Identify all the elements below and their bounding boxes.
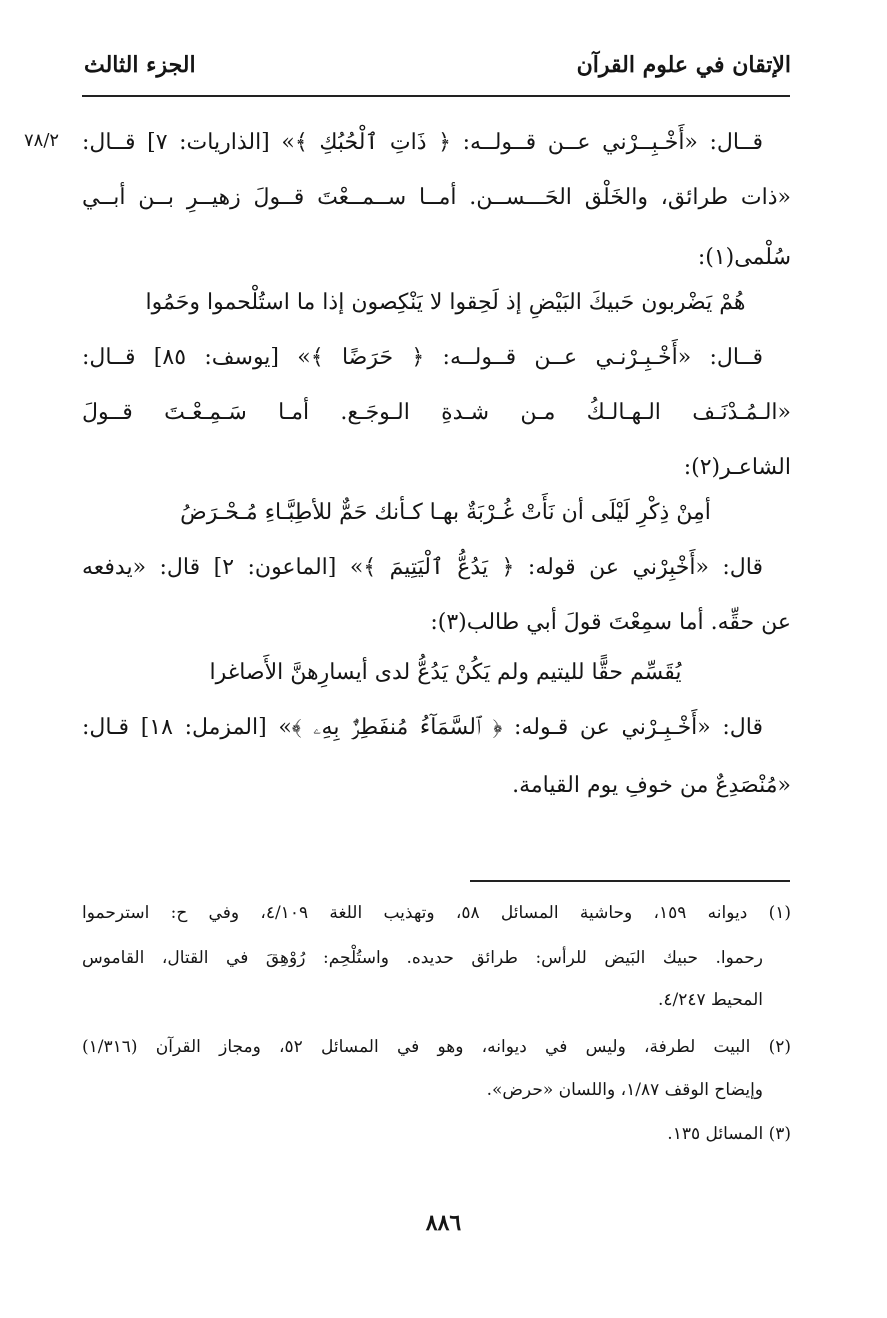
margin-reference: ٧٨/٢	[24, 130, 60, 151]
text-line: «مُنْصَدِعٌ من خوفِ يوم القيامة.	[512, 773, 791, 798]
footnote-line: (١) ديوانه ١٥٩، وحاشية المسائل ٥٨، وتهذيب اللغة ٤/١٠٩، وفي ح: استرحموا	[82, 903, 791, 923]
poem-verse: أمِنْ ذِكْرِ لَيْلَى أن نَأَتْ غُـرْبَةٌ بهـا كـأنك حَمٌّ للأطِبَّـاءِ مُـحْـرَضُ	[180, 500, 711, 525]
text-line: عن حقِّه. أما سمِعْتَ قولَ أبي طالب(٣):	[430, 610, 791, 635]
text-line: «الـمُـدْنَـف الـهـالـكُ مـن شـدةِ الـوجَـع. أمـا سَـمِـعْـتَ قــولَ	[82, 400, 791, 425]
text-line: قال: «أَخْـبِـرْني عن قـوله: ﴿ ٱلسَّمَآءُ مُنفَطِرٌۢ بِهِۦ ﴾» [المزمل: ١٨] قـال:	[82, 715, 764, 740]
header-rule	[82, 95, 790, 97]
running-title: الإتقان في علوم القرآن	[576, 52, 791, 78]
text-line: قــال: «أَخْـبِـرْنـي عــن قــولــه: ﴿ حَرَضًا ﴾» [يوسف: ٨٥] قــال:	[82, 345, 763, 370]
text-line: «ذات طرائق، والخَلْق الحَـــســن. أمــا ســمــعْتَ قــولَ زهيــرِ بــن أبــي	[82, 185, 791, 210]
footnote-line: رحموا. حبيك البَيض للرأس: طرائق حديده. واستُلْحِم: رُوْهِقَ في القتال، القاموس	[82, 948, 763, 968]
text-line: قــال: «أَخْـبِــرْني عــن قــولــه: ﴿ ذَاتِ ٱلْحُبُكِ ﴾» [الذاريات: ٧] قــال:	[82, 130, 763, 155]
text-line: سُلْمى(١):	[697, 245, 791, 270]
poem-verse: يُقَسِّم حقًّا لليتيم ولم يَكُنْ يَدُعُّ لدى أيسارِهنَّ الأَصاغرا	[209, 660, 682, 685]
text-line: الشاعـر(٢):	[683, 455, 791, 480]
text-line: قال: «أَخْبِرْني عن قوله: ﴿ يَدُعُّ ٱلْيَتِيمَ ﴾» [الماعون: ٢] قال: «يدفعه	[82, 555, 764, 580]
footnote-line: المحيط ٤/٢٤٧.	[657, 990, 763, 1010]
footnote-line: وإيضاح الوقف ١/٨٧، واللسان «حرض».	[486, 1080, 763, 1100]
footnote-rule	[470, 880, 790, 882]
footnote-line: (٣) المسائل ١٣٥.	[667, 1124, 791, 1144]
poem-verse: هُمْ يَضْربون حَبيكَ البَيْضِ إذ لَحِقوا لا يَنْكِصون إذا ما استُلْحموا وحَمُوا	[145, 290, 746, 315]
volume-label: الجزء الثالث	[84, 52, 196, 78]
page-number: ٨٨٦	[425, 1210, 462, 1236]
footnote-line: (٢) البيت لطرفة، وليس في ديوانه، وهو في المسائل ٥٢، ومجاز القرآن (١/٣١٦)	[82, 1037, 791, 1057]
